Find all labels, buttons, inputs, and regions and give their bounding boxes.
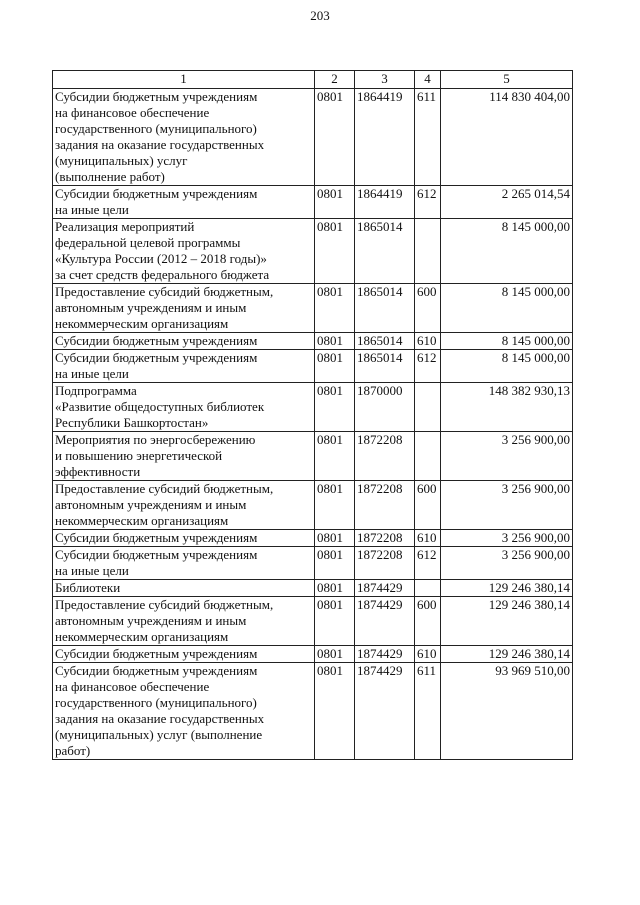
row-expense-type: 612 — [415, 547, 441, 580]
table-row — [53, 89, 573, 186]
row-name: Субсидии бюджетным учреждениям на иные цели — [53, 186, 315, 219]
row-amount: 3 256 900,00 — [441, 481, 573, 530]
row-target-code: 1872208 — [355, 547, 415, 580]
row-target-code: 1864419 — [355, 89, 415, 186]
row-name: Предоставление субсидий бюджетным, автономным учреждениям и иным некоммерческим организациям — [53, 597, 315, 646]
column-header: 1 — [53, 71, 315, 89]
row-amount: 148 382 930,13 — [441, 383, 573, 432]
table-body — [53, 89, 573, 760]
row-section-code: 0801 — [315, 219, 355, 284]
row-name: Субсидии бюджетным учреждениям на финансовое обеспечение государственного (муниципального) задания на оказание государственных (муниципальных) услуг (выполнение работ) — [53, 89, 315, 186]
row-expense-type — [415, 383, 441, 432]
row-amount: 8 145 000,00 — [441, 219, 573, 284]
row-target-code: 1865014 — [355, 333, 415, 350]
row-amount: 2 265 014,54 — [441, 186, 573, 219]
row-name: Субсидии бюджетным учреждениям — [53, 333, 315, 350]
row-expense-type: 600 — [415, 284, 441, 333]
table-row — [53, 186, 573, 219]
row-name: Субсидии бюджетным учреждениям — [53, 530, 315, 547]
row-section-code: 0801 — [315, 547, 355, 580]
row-amount: 3 256 900,00 — [441, 547, 573, 580]
row-name: Субсидии бюджетным учреждениям на иные цели — [53, 350, 315, 383]
row-target-code: 1870000 — [355, 383, 415, 432]
row-section-code: 0801 — [315, 350, 355, 383]
row-name: Предоставление субсидий бюджетным, автономным учреждениям и иным некоммерческим организациям — [53, 481, 315, 530]
table-row — [53, 333, 573, 350]
row-name: Мероприятия по энергосбережению и повышению энергетической эффективности — [53, 432, 315, 481]
row-section-code: 0801 — [315, 663, 355, 760]
row-section-code: 0801 — [315, 646, 355, 663]
row-target-code: 1872208 — [355, 481, 415, 530]
row-amount: 8 145 000,00 — [441, 350, 573, 383]
row-expense-type: 612 — [415, 186, 441, 219]
column-header: 5 — [441, 71, 573, 89]
row-amount: 114 830 404,00 — [441, 89, 573, 186]
header-row — [53, 71, 573, 89]
row-expense-type: 610 — [415, 333, 441, 350]
row-target-code: 1874429 — [355, 663, 415, 760]
row-expense-type — [415, 580, 441, 597]
row-expense-type: 611 — [415, 89, 441, 186]
budget-table — [52, 70, 573, 760]
row-section-code: 0801 — [315, 333, 355, 350]
row-section-code: 0801 — [315, 432, 355, 481]
row-expense-type: 610 — [415, 646, 441, 663]
column-header: 3 — [355, 71, 415, 89]
row-name: Реализация мероприятий федеральной целевой программы «Культура России (2012 – 2018 годы)» за счет средств федерального бюджета — [53, 219, 315, 284]
table-row — [53, 547, 573, 580]
row-expense-type: 612 — [415, 350, 441, 383]
row-section-code: 0801 — [315, 284, 355, 333]
row-target-code: 1874429 — [355, 597, 415, 646]
row-expense-type — [415, 432, 441, 481]
row-amount: 8 145 000,00 — [441, 284, 573, 333]
row-amount: 3 256 900,00 — [441, 530, 573, 547]
table-row — [53, 219, 573, 284]
table-row — [53, 432, 573, 481]
row-amount: 129 246 380,14 — [441, 646, 573, 663]
row-amount: 129 246 380,14 — [441, 597, 573, 646]
row-name: Субсидии бюджетным учреждениям на иные цели — [53, 547, 315, 580]
row-target-code: 1865014 — [355, 284, 415, 333]
row-amount: 93 969 510,00 — [441, 663, 573, 760]
row-name: Субсидии бюджетным учреждениям — [53, 646, 315, 663]
row-target-code: 1872208 — [355, 530, 415, 547]
row-target-code: 1872208 — [355, 432, 415, 481]
row-target-code: 1865014 — [355, 219, 415, 284]
row-section-code: 0801 — [315, 530, 355, 547]
table-row — [53, 284, 573, 333]
row-target-code: 1865014 — [355, 350, 415, 383]
row-name: Библиотеки — [53, 580, 315, 597]
page-number: 203 — [310, 8, 330, 23]
row-section-code: 0801 — [315, 597, 355, 646]
row-section-code: 0801 — [315, 89, 355, 186]
row-amount: 129 246 380,14 — [441, 580, 573, 597]
row-target-code: 1864419 — [355, 186, 415, 219]
table-row — [53, 646, 573, 663]
row-amount: 8 145 000,00 — [441, 333, 573, 350]
table-row — [53, 663, 573, 760]
row-section-code: 0801 — [315, 383, 355, 432]
row-target-code: 1874429 — [355, 580, 415, 597]
table-row — [53, 580, 573, 597]
row-name: Подпрограмма «Развитие общедоступных библиотек Республики Башкортостан» — [53, 383, 315, 432]
column-header: 2 — [315, 71, 355, 89]
row-expense-type: 600 — [415, 597, 441, 646]
row-target-code: 1874429 — [355, 646, 415, 663]
table-row — [53, 597, 573, 646]
row-name: Субсидии бюджетным учреждениям на финансовое обеспечение государственного (муниципального) задания на оказание государственных (муниципальных) услуг (выполнение работ) — [53, 663, 315, 760]
table-row — [53, 481, 573, 530]
row-expense-type: 610 — [415, 530, 441, 547]
row-section-code: 0801 — [315, 580, 355, 597]
row-expense-type: 600 — [415, 481, 441, 530]
table-row — [53, 350, 573, 383]
row-expense-type — [415, 219, 441, 284]
table-row — [53, 530, 573, 547]
row-expense-type: 611 — [415, 663, 441, 760]
row-section-code: 0801 — [315, 186, 355, 219]
column-header: 4 — [415, 71, 441, 89]
row-name: Предоставление субсидий бюджетным, автономным учреждениям и иным некоммерческим организациям — [53, 284, 315, 333]
row-amount: 3 256 900,00 — [441, 432, 573, 481]
row-section-code: 0801 — [315, 481, 355, 530]
table-row — [53, 383, 573, 432]
